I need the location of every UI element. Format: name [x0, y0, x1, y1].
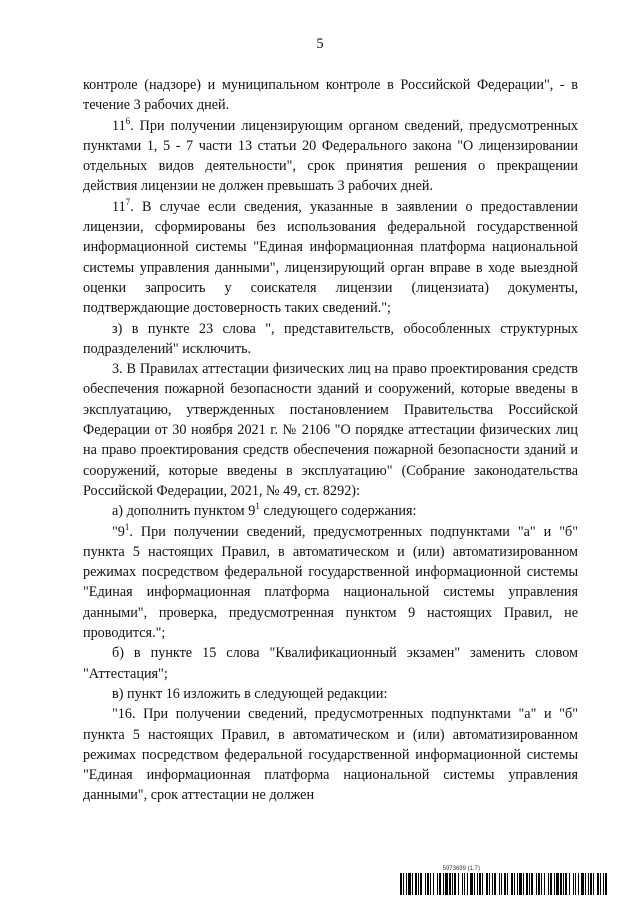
barcode-bar [420, 873, 422, 895]
footer [370, 866, 610, 895]
barcode-bar [430, 873, 431, 895]
barcode-bar [454, 873, 456, 895]
paragraph-item-a [83, 501, 578, 521]
barcode-bar [486, 873, 488, 895]
barcode-bar [514, 873, 515, 895]
barcode-bar [603, 873, 604, 895]
barcode-bar [560, 873, 562, 895]
barcode-bar [550, 873, 552, 895]
clause-text: . При получении лицензирующим органом сведений, предусмотренных пунктами 1, 5 - 7 части 13 статьи 20 Федерального закона "О лицензировании отдельных видов деятельности", срок принятия решения о прекращении действия лицензии не должен превышать 3 рабочих дней. [83, 117, 578, 195]
barcode-bar [458, 873, 459, 895]
barcode-bar [494, 873, 496, 895]
barcode-bar [575, 873, 576, 895]
barcode-bar [517, 873, 518, 895]
barcode-bar [578, 873, 579, 895]
item-superscript: 1 [255, 501, 260, 512]
barcode-bar [581, 873, 584, 895]
paragraph-item-z: з) в пункте 23 слова ", представительств, обособленных структурных подразделений" исключить. [83, 320, 578, 357]
barcode-bar [544, 873, 545, 895]
document-body [83, 75, 578, 806]
barcode-bar [433, 873, 434, 895]
barcode-bar [418, 873, 419, 895]
barcode-bar [425, 873, 426, 895]
barcode-bar [541, 873, 542, 895]
barcode-bar [511, 873, 513, 895]
barcode-bar [499, 873, 500, 895]
barcode-bar [573, 873, 574, 895]
barcode-bar [406, 873, 407, 895]
clause-superscript: 7 [125, 196, 131, 207]
paragraph-item-v: в) пункт 16 изложить в следующей редакции: [112, 685, 388, 702]
paragraph-11-7 [83, 197, 578, 319]
page-number: 5 [316, 36, 324, 52]
clause-number: 11 [112, 198, 126, 215]
barcode-bar [437, 873, 438, 895]
paragraph-section-3: 3. В Правилах аттестации физических лиц на право проектирования средств обеспечения пожарной безопасности зданий и сооружений, которые введены в эксплуатацию, утвержденных постановлением Правительства Российской Федерации от 30 ноября 2021 г. № 2106 "О порядке аттестации физических лиц на право проектирования средств обеспечения пожарной безопасности зданий и сооружений, которые введены в эксплуатацию" (Собрание законодательства Российской Федерации, 2021, № 49, ст. 8292): [83, 361, 578, 499]
clause-superscript: 1 [124, 521, 130, 532]
barcode-bar [504, 873, 506, 895]
barcode-bar [600, 873, 601, 895]
barcode-bar [529, 873, 530, 895]
barcode-bar [482, 873, 483, 895]
paragraph-16: "16. При получении сведений, предусмотренных подпунктами "а" и "б" пункта 5 настоящих Правил, в автоматическом и (или) автоматизированном режимах посредством федеральной государственной информационной системы "Единая информационная платформа национальной системы управления данными", срок аттестации не должен [83, 706, 578, 804]
barcode-bar [462, 873, 463, 895]
barcode-bar [443, 873, 444, 895]
barcode-image [400, 873, 610, 895]
paragraph-9-1 [83, 522, 578, 644]
barcode-bar [489, 873, 490, 895]
item-text-before: а) дополнить пунктом 9 [112, 503, 256, 520]
barcode-bar [467, 873, 468, 895]
clause-text: . При получении сведений, предусмотренных подпунктами "а" и "б" пункта 5 настоящих Правил, в автоматическом и (или) автоматизированном режимах посредством федеральной государственной информационной системы "Единая информационная платформа национальной системы управления данными", проверка, предусмотренная пунктом 9 настоящих Правил, не проводится."; [83, 523, 578, 642]
barcode-bar [536, 873, 537, 895]
barcode-bar [412, 873, 413, 895]
paragraph-11-6 [83, 116, 578, 197]
barcode-bar [590, 873, 592, 895]
barcode-bar [593, 873, 594, 895]
barcode-bar [464, 873, 465, 895]
paragraph-item-b: б) в пункте 15 слова "Квалификационный экзамен" заменить словом "Аттестация"; [83, 645, 578, 682]
barcode-bar [538, 873, 540, 895]
barcode-bar [585, 873, 586, 895]
barcode-bar [477, 873, 478, 895]
barcode-bar [479, 873, 481, 895]
barcode-bar [492, 873, 493, 895]
barcode-bar [597, 873, 599, 895]
barcode-bar [531, 873, 533, 895]
barcode-bar [403, 873, 404, 895]
barcode-bar [445, 873, 448, 895]
barcode-bar [526, 873, 528, 895]
barcode-bar [408, 873, 411, 895]
barcode-bar [400, 873, 402, 895]
barcode-bar [605, 873, 607, 895]
barcode-bar [548, 873, 549, 895]
barcode-bar [501, 873, 502, 895]
barcode-bar [452, 873, 453, 895]
barcode-bar [556, 873, 559, 895]
barcode-bar [507, 873, 508, 895]
barcode-bar [449, 873, 451, 895]
barcode-bar [563, 873, 564, 895]
barcode-bar [565, 873, 567, 895]
barcode-bar [523, 873, 524, 895]
barcode-bar [569, 873, 570, 895]
clause-superscript: 6 [125, 115, 131, 126]
barcode-bar [554, 873, 555, 895]
barcode-bar [439, 873, 441, 895]
barcode-bar [427, 873, 429, 895]
barcode-id: 5973699 (1.7) [442, 866, 480, 872]
clause-number: 11 [112, 117, 126, 134]
clause-number: "9 [112, 523, 125, 540]
barcode-bar [474, 873, 475, 895]
barcode-bar [588, 873, 589, 895]
clause-text: . В случае если сведения, указанные в заявлении о предоставлении лицензии, сформированы без использования федеральной государственной информационной системы "Единая информационная платформа национальной системы управления данными", лицензирующий орган вправе в ходе выездной оценки запросить у соискателя лицензии (лицензиата) документы, подтверждающие достоверность таких сведений."; [83, 198, 578, 317]
paragraph-continuation: контроле (надзоре) и муниципальном контроле в Российской Федерации", - в течение 3 рабочих дней. [83, 77, 578, 114]
barcode-bar [470, 873, 473, 895]
item-text-after: следующего содержания: [259, 503, 417, 520]
barcode-bar [519, 873, 522, 895]
barcode-bar [415, 873, 417, 895]
